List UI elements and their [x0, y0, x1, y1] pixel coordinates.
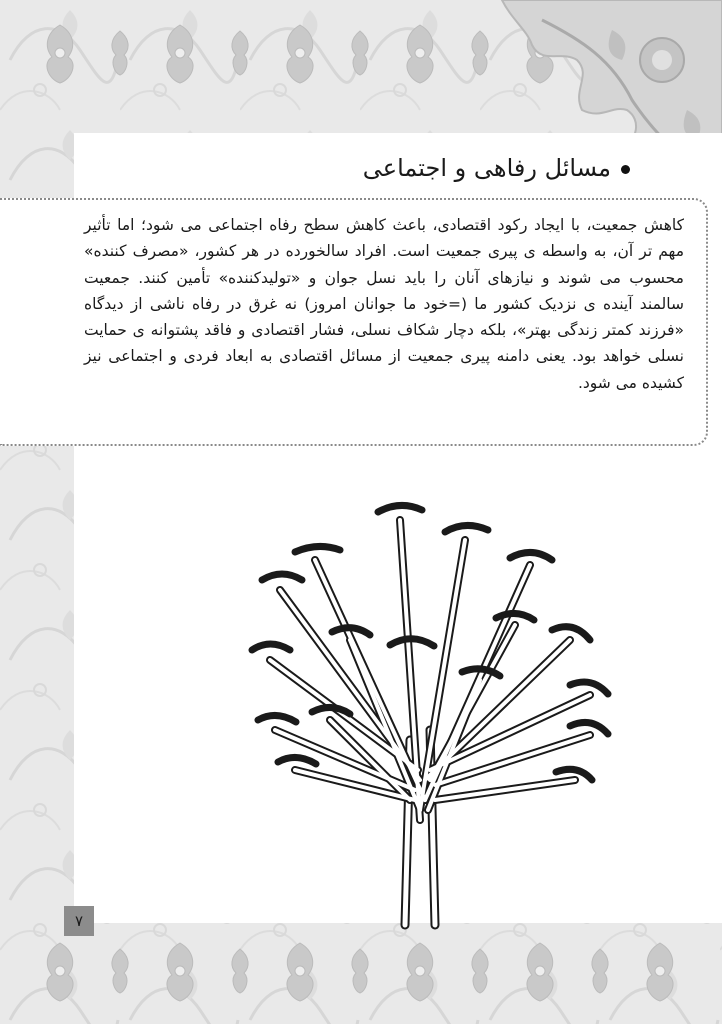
- section-heading: [363, 154, 630, 182]
- cane-tree-icon: [240, 480, 640, 930]
- page-number: ۷: [64, 906, 94, 936]
- body-paragraph: کاهش جمعیت، با ایجاد رکود اقتصادی، باعث کاهش سطح رفاه اجتماعی می شود؛ اما تأثیر مهم تر آن، به واسطه ی پیری جمعیت است. افراد سالخورده در هر کشور، «مصرف کننده» محسوب می شوند و نیازهای آنان را باید نسل جوان و «تولیدکننده» تأمین کنند. جمعیت سالمند آینده ی نزدیک کشور ما (=خود ما جوانان امروز) نه غرق در رفاه ناشی از دیدگاه «فرزند کمتر زندگی بهتر»، بلکه دچار شکاف نسلی، فشار اقتصادی و فاقد پشتوانه ی حمایت نسلی خواهد بود. یعنی دامنه پیری جمعیت از مسائل اقتصادی به ابعاد فردی و اجتماعی نیز کشیده می شود.: [84, 216, 684, 392]
- bottom-ornament-strip: [0, 936, 722, 1006]
- section-heading-text: مسائل رفاهی و اجتماعی: [362, 154, 611, 182]
- bullet-icon: [621, 165, 630, 174]
